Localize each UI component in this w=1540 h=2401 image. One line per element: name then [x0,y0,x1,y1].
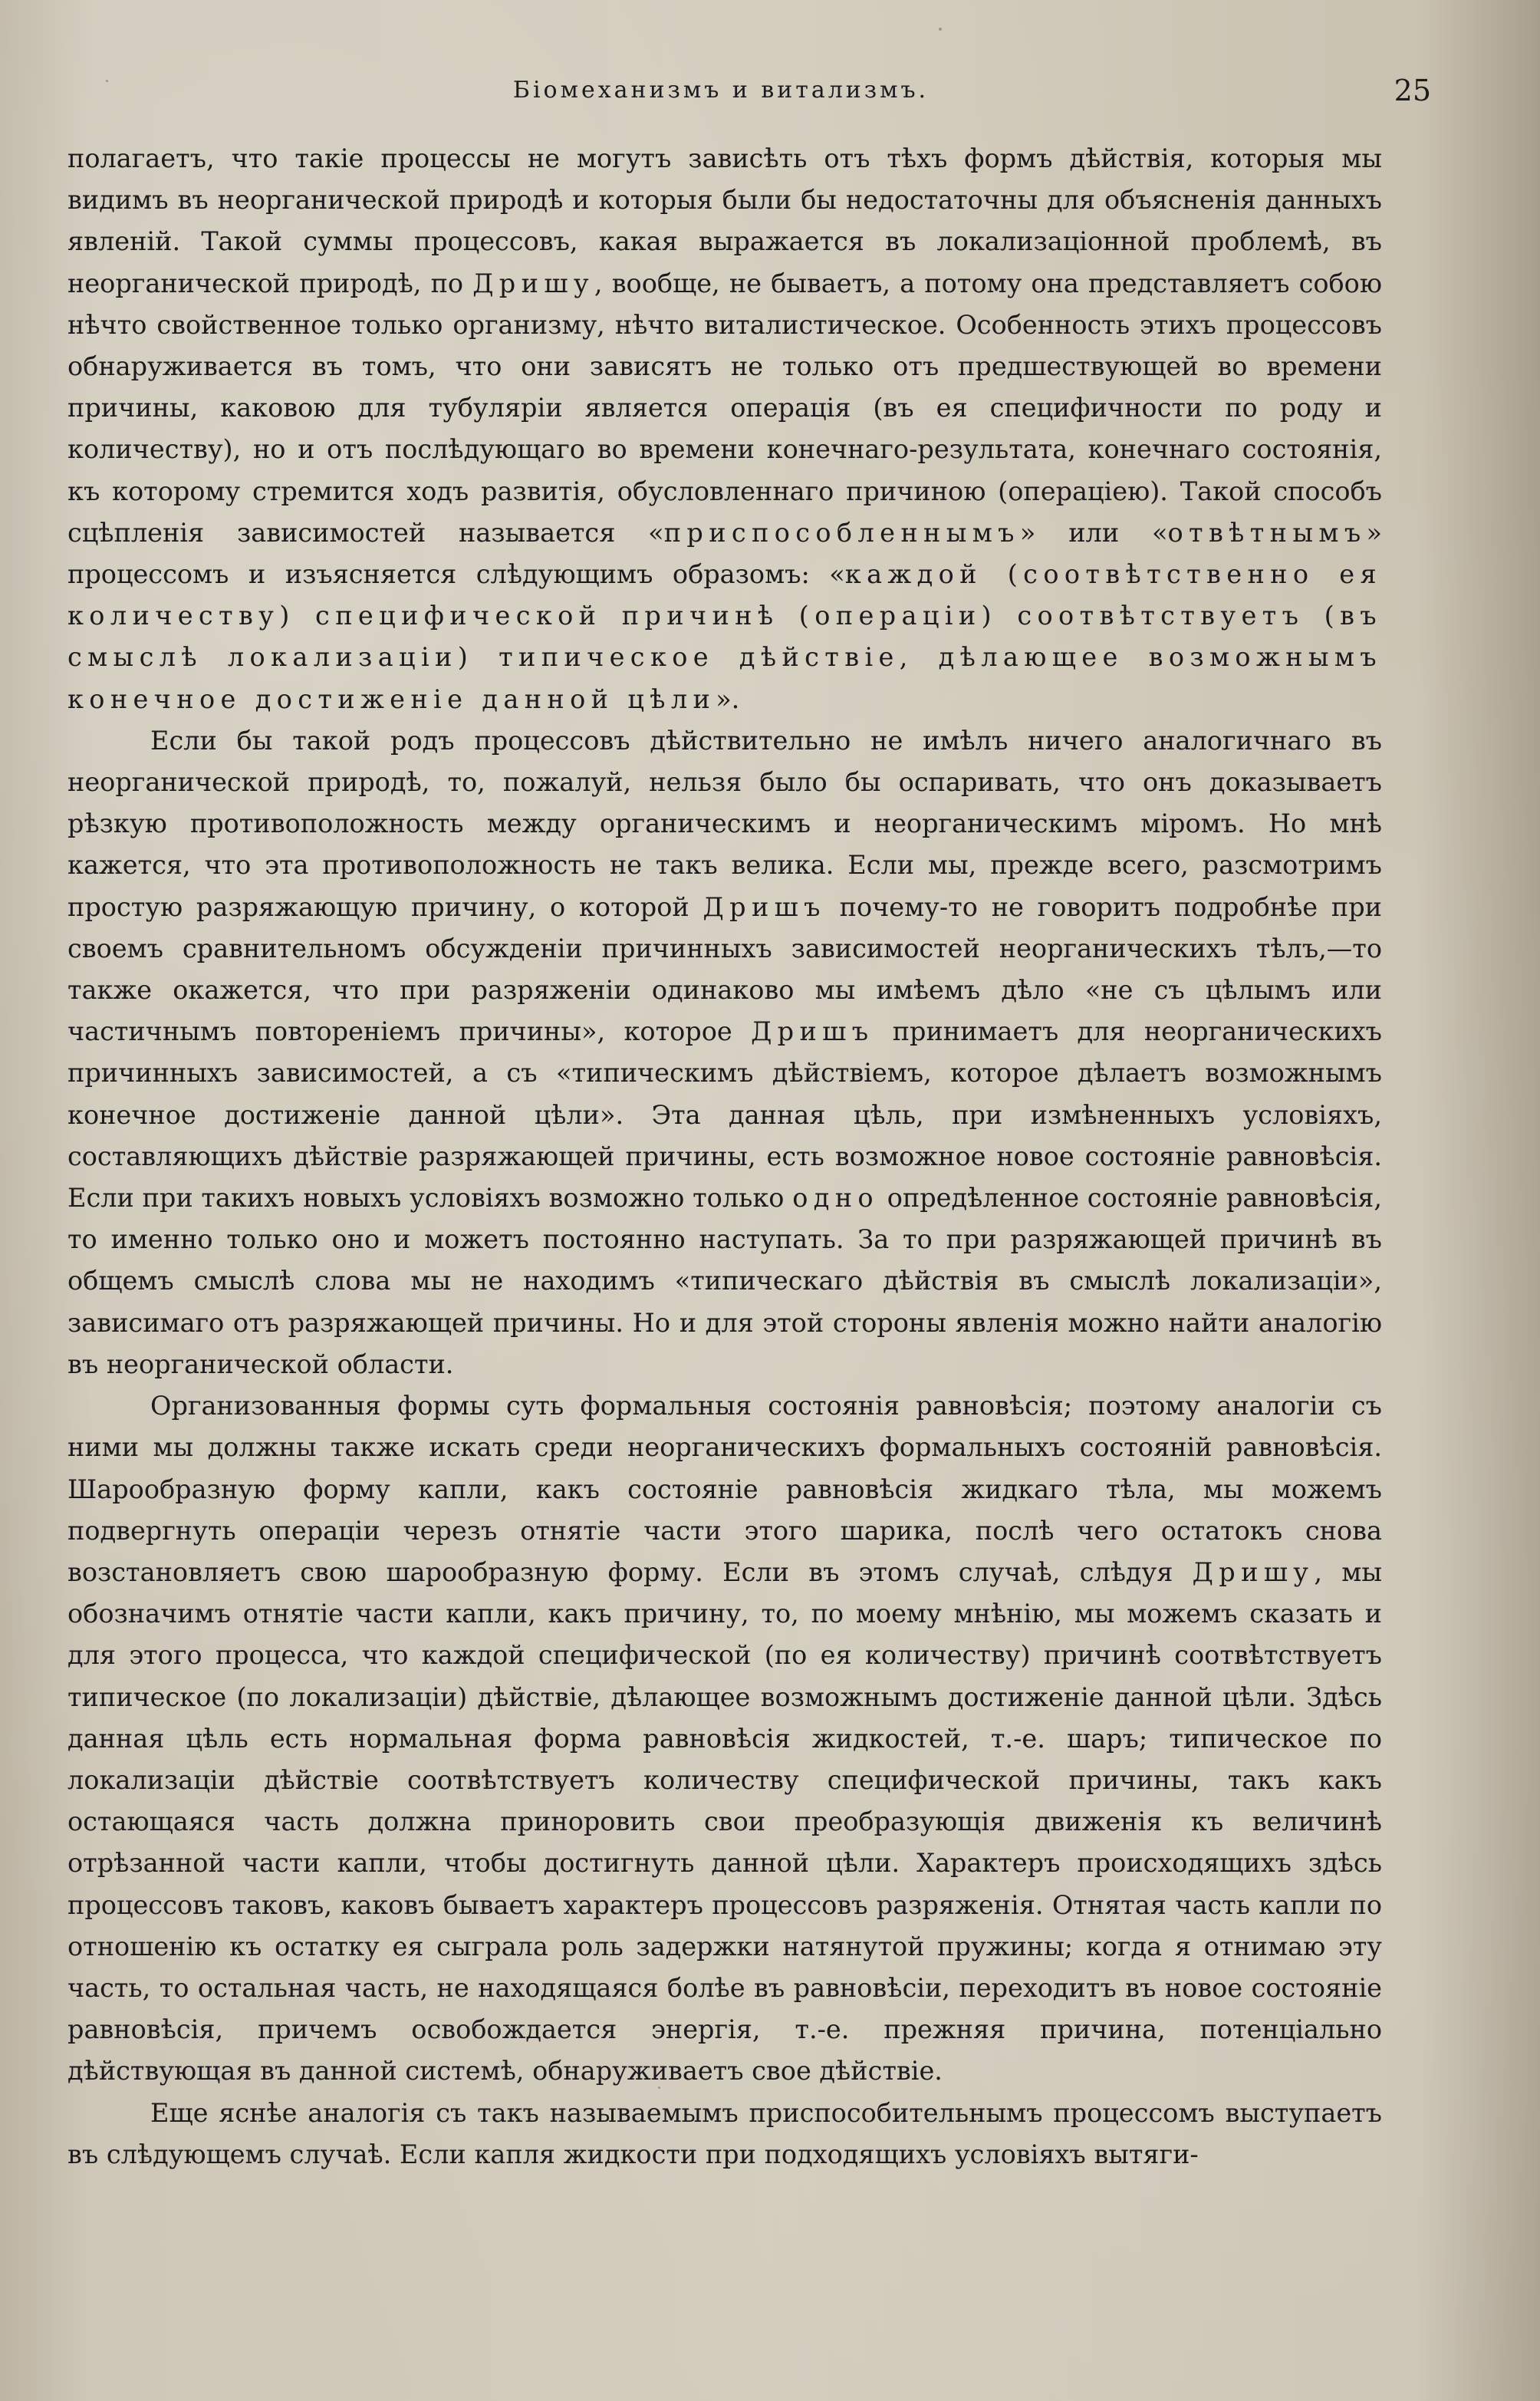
paragraph-4 [67,2093,1382,2175]
text-segment: принимаетъ для неорганическихъ причинныхъ зависимостей, а съ «типическимъ дѣйствіемъ, которое дѣлаетъ возможнымъ конечное достиженіе данной цѣли». Эта данная цѣль, при измѣненныхъ условіяхъ, составляющихъ дѣйствіе разряжающей причины, есть возможное новое состояніе равновѣсія. Если при такихъ новыхъ условіяхъ возможно только [67,1016,1382,1214]
text-segment: Если бы такой родъ процессовъ дѣйствительно не имѣлъ ничего аналогичнаго въ неорганической природѣ, то, пожалуй, нельзя было бы оспаривать, что онъ доказываетъ рѣзкую противоположность между органическимъ и неорганическимъ міромъ. Но мнѣ кажется, что эта противоположность не такъ велика. Если мы, прежде всего, разсмотримъ простую разряжающую причину, о которой [67,725,1382,922]
spaced-emphasis-text: отвѣтнымъ [1167,517,1367,548]
body-text [67,138,1382,2175]
spaced-emphasis-text: Дришъ [751,1016,874,1047]
running-head [69,74,1431,112]
spaced-emphasis-text: приспособленнымъ [663,517,1020,548]
text-segment: , вообще, не бываетъ, а потому она представляетъ собою нѣчто свойственное только организму, нѣчто виталистическое. Особенность этихъ процессовъ обнаруживается въ томъ, что они зависятъ не только отъ предшествующей во времени причины, каковою для тубуляріи является операція (въ ея специфичности по роду и количеству), но и отъ послѣдующаго во времени конечнаго-результата, конечнаго состоянія, къ которому стремится ходъ развитія, обусловленнаго причиною (операціею). Такой способъ сцѣпленія зависимостей называется « [67,268,1383,548]
text-segment: опредѣленное состояніе равновѣсія, то именно только оно и можетъ постоянно наступать. За то при разряжающей причинѣ въ общемъ смыслѣ слова мы не находимъ «типическаго дѣйствія въ смыслѣ локализаціи», зависимаго отъ разряжающей причины. Но и для этой стороны явленія можно найти аналогію въ неорганической области. [67,1183,1382,1379]
paragraph-1 [67,138,1382,720]
text-segment: » процессомъ и изъясняется слѣдующимъ образомъ: « [67,517,1383,590]
text-segment: ». [716,683,740,714]
spaced-emphasis-text: одно [792,1183,879,1214]
text-segment: полагаетъ, что такіе процессы не могутъ зависѣть отъ тѣхъ формъ дѣйствія, которыя мы видимъ въ неорганической природѣ и которыя были бы недостаточны для объясненія данныхъ явленій. Такой суммы процессовъ, какая выражается въ локализаціонной проблемѣ, въ неорганической природѣ, по [67,143,1382,298]
paper-speck [106,80,108,82]
spaced-emphasis-text: Дришъ [703,891,826,922]
spaced-emphasis-text: Дришу [472,268,594,298]
text-segment: Еще яснѣе аналогія съ такъ называемымъ приспособительнымъ процессомъ выступаетъ въ слѣдующемъ случаѣ. Если капля жидкости при подходящихъ условіяхъ вытяги- [67,2097,1382,2169]
spaced-emphasis-text: Дришу [1192,1556,1315,1587]
running-title: Біомеханизмъ и витализмъ. [512,77,930,104]
text-segment: почему-то не говоритъ подробнѣе при своемъ сравнительномъ обсужденіи причинныхъ зависимостей неорганическихъ тѣлъ,—то также окажется, что при разряженіи одинаково мы имѣемъ дѣло «не съ цѣлымъ или частичнымъ повтореніемъ причины», которое [67,891,1382,1047]
paper-speck [658,2086,660,2089]
paragraph-3 [67,1385,1382,2092]
paragraph-2 [67,720,1382,1385]
paper-speck [939,28,942,31]
text-segment: , мы обозначимъ отнятіе части капли, какъ причину, то, по моему мнѣнію, мы можемъ сказать и для этого процесса, что каждой специфической (по ея количеству) причинѣ соотвѣтствуетъ типическое (по локализаціи) дѣйствіе, дѣлающее возможнымъ достиженіе данной цѣли. Здѣсь данная цѣль есть нормальная форма равновѣсія жидкостей, т.-е. шаръ; типическое по локализаціи дѣйствіе соотвѣтствуетъ количеству специфической причины, такъ какъ остающаяся часть должна приноровить свои преобразующія движенія къ величинѣ отрѣзанной части капли, чтобы достигнуть данной цѣли. Характеръ происходящихъ здѣсь процессовъ таковъ, каковъ бываетъ характеръ процессовъ разряженія. Отнятая часть капли по отношенію къ остатку ея сыграла роль задержки натянутой пружины; когда я отнимаю эту часть, то остальная часть, не находящаяся болѣе въ равновѣсіи, переходитъ въ новое состояніе равновѣсія, причемъ освобождается энергія, т.-е. прежняя причина, потенціально дѣйствующая въ данной системѣ, обнаруживаетъ свое дѣйствіе. [67,1556,1382,2086]
spaced-emphasis-text: каждой (соотвѣтственно ея количеству) специфической причинѣ (операціи) соотвѣтствуетъ (въ смыслѣ локализаціи) типическое дѣйствіе, дѣлающее возможнымъ конечное достиженіе данной цѣли [67,559,1382,714]
text-segment: Организованныя формы суть формальныя состоянія равновѣсія; поэтому аналогіи съ ними мы должны также искать среди неорганическихъ формальныхъ состояній равновѣсія. Шарообразную форму капли, какъ состояніе равновѣсія жидкаго тѣла, мы можемъ подвергнуть операціи черезъ отнятіе части этого шарика, послѣ чего остатокъ снова возстановляетъ свою шарообразную форму. Если въ этомъ случаѣ, слѣдуя [67,1391,1382,1587]
text-segment: » или « [1019,517,1168,548]
page-number: 25 [1394,74,1431,107]
